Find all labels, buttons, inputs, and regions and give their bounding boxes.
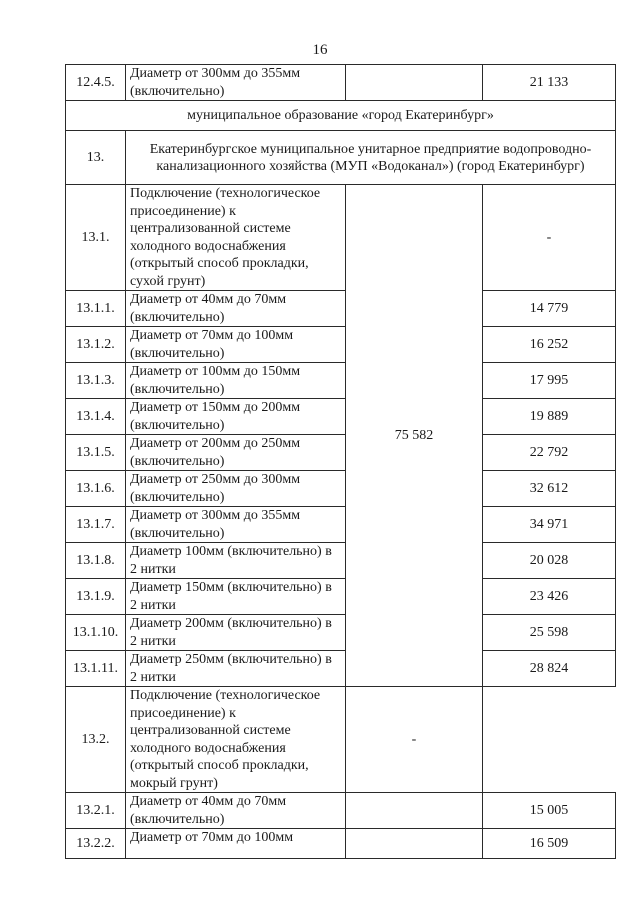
row-value: -: [483, 185, 616, 291]
table-row: [66, 65, 616, 101]
row-number: 13.1.: [66, 185, 126, 291]
row-description: Диаметр от 40мм до 70мм (включительно): [126, 291, 346, 327]
row-value: -: [346, 687, 483, 793]
row-number: 13.1.10.: [66, 615, 126, 651]
row-rate-cell: [346, 829, 483, 859]
table-row: [66, 829, 616, 859]
table-row: [66, 507, 616, 543]
row-value: 21 133: [483, 65, 616, 101]
row-rate-cell: [346, 793, 483, 829]
organization-heading: Екатеринбургское муниципальное унитарное предприятие водопроводно-канализационного хозяйства (МУП «Водоканал») (город Екатеринбург): [126, 131, 616, 185]
row-description: Диаметр от 70мм до 100мм (включительно): [126, 327, 346, 363]
row-value: 14 779: [483, 291, 616, 327]
table-row: [66, 291, 616, 327]
row-description: Диаметр 200мм (включительно) в 2 нитки: [126, 615, 346, 651]
row-description: Подключение (технологическое присоединение) к централизованной системе холодного водоснабжения (открытый способ прокладки, мокрый грунт): [126, 687, 346, 793]
row-description: Диаметр 150мм (включительно) в 2 нитки: [126, 579, 346, 615]
row-value: 23 426: [483, 579, 616, 615]
row-value: 16 252: [483, 327, 616, 363]
row-number: 13.1.8.: [66, 543, 126, 579]
row-value: 28 824: [483, 651, 616, 687]
row-description: Диаметр от 40мм до 70мм (включительно): [126, 793, 346, 829]
table-row: [66, 327, 616, 363]
row-number: 13.1.2.: [66, 327, 126, 363]
table-row: [66, 687, 616, 793]
row-number: 13.2.: [66, 687, 126, 793]
table-row: [66, 615, 616, 651]
row-description: Диаметр от 70мм до 100мм: [126, 829, 346, 859]
table-row: [66, 651, 616, 687]
row-number: 13.1.3.: [66, 363, 126, 399]
organization-row: [66, 131, 616, 185]
page-number: 16: [312, 42, 328, 58]
municipality-row: [66, 101, 616, 131]
row-description: Подключение (технологическое присоединение) к централизованной системе холодного водоснабжения (открытый способ прокладки, сухой грунт): [126, 185, 346, 291]
municipality-heading: муниципальное образование «город Екатеринбург»: [66, 101, 616, 131]
row-value: 20 028: [483, 543, 616, 579]
row-number: 13.1.11.: [66, 651, 126, 687]
row-description: Диаметр от 250мм до 300мм (включительно): [126, 471, 346, 507]
row-value: 16 509: [483, 829, 616, 859]
table-row: [66, 435, 616, 471]
row-description: Диаметр от 150мм до 200мм (включительно): [126, 399, 346, 435]
table-row: [66, 471, 616, 507]
table-row: [66, 579, 616, 615]
table-row: [66, 793, 616, 829]
merged-rate-cell: 75 582: [346, 185, 483, 687]
row-description: Диаметр от 300мм до 355мм (включительно): [126, 65, 346, 101]
row-number: 13.1.7.: [66, 507, 126, 543]
row-number: 12.4.5.: [66, 65, 126, 101]
row-number: 13.: [66, 131, 126, 185]
row-value: 34 971: [483, 507, 616, 543]
row-description: Диаметр от 200мм до 250мм (включительно): [126, 435, 346, 471]
row-value: 22 792: [483, 435, 616, 471]
table-row: [66, 185, 616, 291]
row-number: 13.1.4.: [66, 399, 126, 435]
row-value: 25 598: [483, 615, 616, 651]
table-row: [66, 543, 616, 579]
row-number: 13.2.2.: [66, 829, 126, 859]
row-description: Диаметр 100мм (включительно) в 2 нитки: [126, 543, 346, 579]
tariff-table: [65, 64, 616, 859]
row-number: 13.2.1.: [66, 793, 126, 829]
row-description: Диаметр 250мм (включительно) в 2 нитки: [126, 651, 346, 687]
row-value: 19 889: [483, 399, 616, 435]
row-value: 32 612: [483, 471, 616, 507]
row-number: 13.1.6.: [66, 471, 126, 507]
table-row: [66, 363, 616, 399]
row-description: Диаметр от 100мм до 150мм (включительно): [126, 363, 346, 399]
row-number: 13.1.9.: [66, 579, 126, 615]
row-number: 13.1.5.: [66, 435, 126, 471]
row-value: 17 995: [483, 363, 616, 399]
row-rate-cell: [346, 65, 483, 101]
row-number: 13.1.1.: [66, 291, 126, 327]
row-value: 15 005: [483, 793, 616, 829]
row-description: Диаметр от 300мм до 355мм (включительно): [126, 507, 346, 543]
table-row: [66, 399, 616, 435]
